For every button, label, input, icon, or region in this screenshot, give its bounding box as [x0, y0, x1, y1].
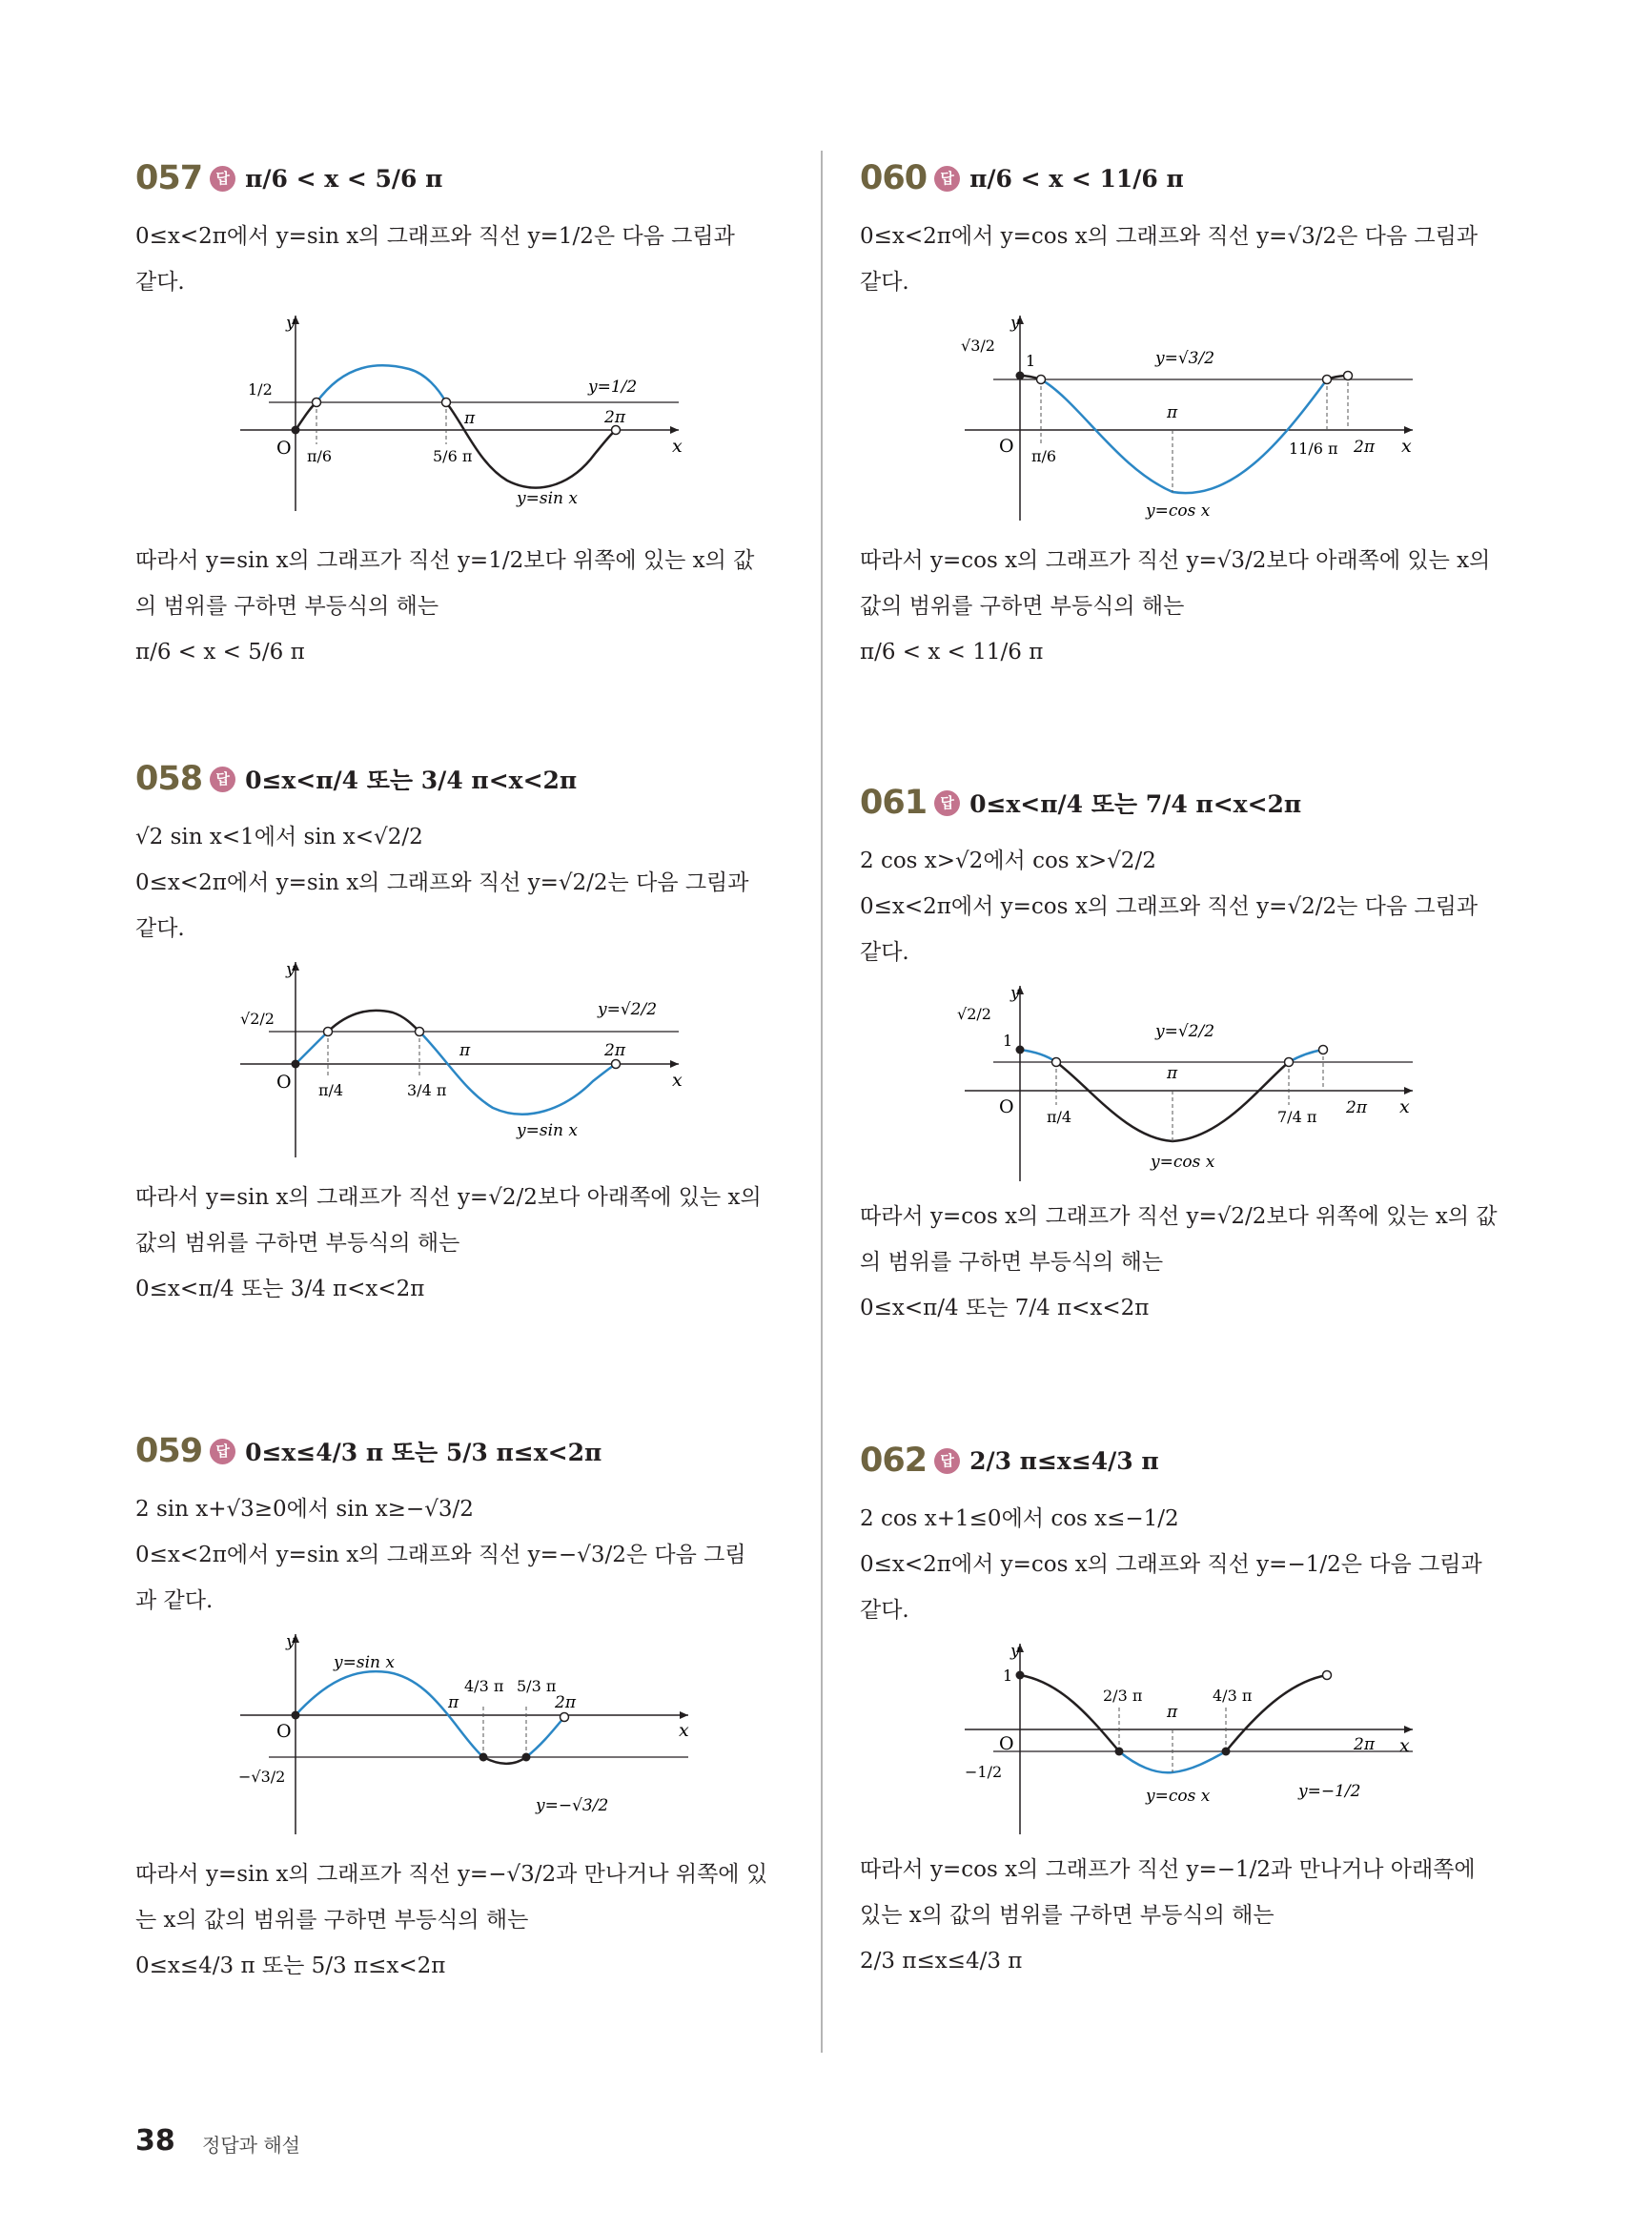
problem-header: [860, 1425, 1527, 1496]
axis-y-label: y: [286, 1632, 296, 1651]
y-value-label: √2/2: [240, 1010, 275, 1028]
curve-highlight: [1020, 1050, 1056, 1062]
solution-line: 같다.: [860, 940, 909, 965]
y-value-label: 1/2: [248, 380, 273, 399]
problem-061: [860, 767, 1527, 1331]
x-tick-label: 11/6 π: [1289, 440, 1338, 458]
curve-highlight: [1289, 1050, 1323, 1062]
x-tick-label: 4/3 π: [464, 1677, 504, 1695]
problem-062: [860, 1425, 1527, 1984]
solution-line: 같다.: [860, 270, 909, 295]
sine-graph-059: [231, 1629, 726, 1844]
solution-answer: π/6 < x < 5/6 π: [135, 640, 305, 665]
axis-x-label: x: [1399, 1096, 1410, 1117]
answer-badge: 답: [934, 790, 960, 816]
answer-badge: 답: [934, 166, 960, 192]
axis-x-label: x: [672, 436, 683, 457]
solution-line: 의 범위를 구하면 부등식의 해는: [860, 1250, 1164, 1275]
curve-upper-part: [316, 365, 446, 402]
problem-060: [860, 143, 1527, 675]
axis-x-label: x: [1401, 436, 1412, 457]
problem-number: 057: [135, 159, 203, 197]
curve-label: y=cos x: [1146, 501, 1211, 521]
solution-line: 0≤x<2π에서 y=cos x의 그래프와 직선 y=√3/2은 다음 그림과: [860, 224, 1479, 249]
answer-text: π/6 < x < 11/6 π: [969, 164, 1184, 193]
x-tick-label: π/6: [307, 447, 333, 465]
solution-line: 0≤x<2π에서 y=sin x의 그래프와 직선 y=−√3/2은 다음 그림: [135, 1543, 746, 1567]
y-value-label: √3/2: [961, 337, 995, 355]
solution-answer: 0≤x≤4/3 π 또는 5/3 π≤x<2π: [135, 1954, 446, 1978]
problem-number: 061: [860, 784, 928, 822]
x-tick-label: 2π: [1354, 1735, 1375, 1754]
y-value-label: √2/2: [957, 1005, 991, 1023]
curve-label: y=sin x: [334, 1653, 395, 1672]
x-tick-label: π/4: [318, 1081, 344, 1099]
answer-badge: 답: [210, 1439, 235, 1464]
solution-line: 같다.: [135, 270, 185, 295]
x-tick-label: 7/4 π: [1277, 1108, 1317, 1126]
solution-answer: 2/3 π≤x≤4/3 π: [860, 1949, 1023, 1974]
y-value-label: −√3/2: [238, 1768, 286, 1786]
solution-line: 2 cos x+1≤0에서 cos x≤−1/2: [860, 1506, 1179, 1531]
problem-header: [135, 143, 803, 214]
origin-label: O: [276, 438, 292, 459]
cosine-graph-060: [955, 311, 1451, 530]
curve-highlight: [1041, 379, 1327, 493]
problem-header: [135, 1416, 803, 1486]
sine-graph-057: [231, 311, 726, 530]
x-tick-label: 2π: [604, 408, 625, 427]
origin-label: O: [276, 1072, 292, 1093]
axis-y-label: y: [286, 314, 296, 333]
line-label: y=−√3/2: [536, 1796, 609, 1815]
x-tick-label: 2π: [1346, 1098, 1367, 1117]
answer-badge: 답: [210, 166, 235, 192]
answer-text: 0≤x<π/4 또는 3/4 π<x<2π: [245, 767, 578, 794]
solution-line: 의 범위를 구하면 부등식의 해는: [135, 594, 439, 619]
sine-graph-058: [231, 957, 726, 1167]
curve-label: y=sin x: [517, 489, 578, 508]
axis-x-label: x: [679, 1720, 689, 1741]
cosine-graph-061: [955, 981, 1451, 1186]
solution-line: √2 sin x<1에서 sin x<√2/2: [135, 825, 423, 849]
cosine-graph-062: [955, 1639, 1451, 1839]
problem-header: [860, 767, 1527, 838]
solution-line: 따라서 y=sin x의 그래프가 직선 y=1/2보다 위쪽에 있는 x의 값: [135, 548, 755, 573]
solution-line: 따라서 y=sin x의 그래프가 직선 y=√2/2보다 아래쪽에 있는 x의: [135, 1185, 762, 1210]
x-tick-label: 4/3 π: [1213, 1687, 1253, 1705]
solution-line: 따라서 y=sin x의 그래프가 직선 y=−√3/2과 만나거나 위쪽에 있: [135, 1862, 768, 1887]
x-tick-label: 5/6 π: [433, 447, 473, 465]
x-tick-label: π: [1167, 403, 1178, 422]
x-tick-label: π/6: [1031, 447, 1057, 465]
solution-line: 값의 범위를 구하면 부등식의 해는: [135, 1231, 460, 1256]
line-label: y=√2/2: [1155, 1022, 1215, 1041]
solution-line: 2 sin x+√3≥0에서 sin x≥−√3/2: [135, 1497, 474, 1522]
answer-text: 0≤x≤4/3 π 또는 5/3 π≤x<2π: [245, 1439, 602, 1466]
solution-line: 같다.: [135, 916, 185, 941]
solution-line: 0≤x<2π에서 y=sin x의 그래프와 직선 y=1/2은 다음 그림과: [135, 224, 735, 249]
answer-text: 2/3 π≤x≤4/3 π: [969, 1446, 1159, 1475]
axis-x-label: x: [1399, 1735, 1410, 1756]
curve-highlight: [526, 1717, 564, 1757]
line-label: y=√3/2: [1155, 349, 1215, 368]
problem-number: 059: [135, 1432, 203, 1470]
curve-highlight: [296, 1671, 483, 1757]
solution-line: 값의 범위를 구하면 부등식의 해는: [860, 594, 1185, 619]
axis-y-label: y: [1010, 984, 1020, 1003]
answer-text: π/6 < x < 5/6 π: [245, 164, 443, 193]
axis-x-label: x: [672, 1070, 683, 1091]
x-tick-label: π: [464, 409, 476, 428]
problem-058: [135, 744, 803, 1312]
curve-label: y=sin x: [517, 1121, 578, 1140]
x-tick-label: π: [1167, 1064, 1178, 1083]
origin-label: O: [999, 1733, 1014, 1754]
x-tick-label: π: [448, 1693, 459, 1712]
curve-highlight: [419, 1032, 616, 1115]
axis-y-label: y: [1010, 314, 1020, 333]
line-label: y=−1/2: [1298, 1782, 1361, 1801]
problem-header: [860, 143, 1527, 214]
answer-text: 0≤x<π/4 또는 7/4 π<x<2π: [969, 790, 1302, 818]
footer-title: 정답과 해설: [202, 2134, 300, 2157]
y-value-label: −1/2: [965, 1763, 1003, 1781]
x-tick-label: 2π: [604, 1041, 625, 1060]
problem-057: [135, 143, 803, 675]
solution-line: 따라서 y=cos x의 그래프가 직선 y=√2/2보다 위쪽에 있는 x의 값: [860, 1204, 1498, 1229]
solution-line: 0≤x<2π에서 y=cos x의 그래프와 직선 y=−1/2은 다음 그림과: [860, 1552, 1482, 1577]
page-number: 38: [135, 2124, 175, 2158]
solution-line: 0≤x<2π에서 y=cos x의 그래프와 직선 y=√2/2는 다음 그림과: [860, 894, 1479, 919]
origin-label: O: [999, 436, 1014, 457]
solution-line: 0≤x<2π에서 y=sin x의 그래프와 직선 y=√2/2는 다음 그림과: [135, 870, 749, 895]
solution-answer: π/6 < x < 11/6 π: [860, 640, 1044, 665]
solution-line: 같다.: [860, 1598, 909, 1623]
answer-badge: 답: [934, 1448, 960, 1474]
x-tick-label: π: [1167, 1703, 1178, 1722]
solution-answer: 0≤x<π/4 또는 7/4 π<x<2π: [860, 1296, 1150, 1320]
x-tick-label: π/4: [1047, 1108, 1072, 1126]
problem-059: [135, 1416, 803, 1989]
axis-y-label: y: [1010, 1642, 1020, 1661]
y-one-label: 1: [1003, 1032, 1013, 1050]
problem-number: 060: [860, 159, 928, 197]
origin-label: O: [276, 1721, 292, 1742]
x-tick-label: 5/3 π: [517, 1677, 557, 1695]
y-one-label: 1: [1026, 352, 1036, 370]
problem-number: 062: [860, 1442, 928, 1480]
curve-other: [328, 1011, 419, 1032]
origin-label: O: [999, 1096, 1014, 1117]
x-tick-label: 2π: [555, 1693, 576, 1712]
solution-answer: 0≤x<π/4 또는 3/4 π<x<2π: [135, 1277, 425, 1301]
x-tick-label: 3/4 π: [407, 1081, 447, 1099]
problem-number: 058: [135, 760, 203, 798]
curve-label: y=cos x: [1146, 1787, 1211, 1806]
x-tick-label: π: [459, 1041, 471, 1060]
solution-line: 따라서 y=cos x의 그래프가 직선 y=−1/2과 만나거나 아래쪽에: [860, 1857, 1476, 1882]
y-one-label: 1: [1003, 1667, 1013, 1685]
solution-line: 는 x의 값의 범위를 구하면 부등식의 해는: [135, 1908, 529, 1933]
x-tick-label: 2π: [1354, 438, 1375, 457]
solution-line: 있는 x의 값의 범위를 구하면 부등식의 해는: [860, 1903, 1275, 1928]
solution-line: 과 같다.: [135, 1588, 214, 1613]
x-tick-label: 2/3 π: [1103, 1687, 1143, 1705]
curve-highlight: [296, 1032, 328, 1064]
curve-label: y=cos x: [1151, 1153, 1215, 1172]
answer-badge: 답: [210, 767, 235, 792]
line-label: y=1/2: [588, 378, 638, 397]
problem-header: [135, 744, 803, 814]
solution-line: 따라서 y=cos x의 그래프가 직선 y=√3/2보다 아래쪽에 있는 x의: [860, 548, 1491, 573]
solution-line: 2 cos x>√2에서 cos x>√2/2: [860, 849, 1156, 873]
column-divider: [821, 151, 823, 2053]
line-label: y=√2/2: [598, 1000, 658, 1019]
curve-other: [483, 1757, 526, 1764]
axis-y-label: y: [286, 960, 296, 979]
curve-highlight: [1119, 1751, 1226, 1772]
curve-lower-part: [296, 402, 316, 430]
